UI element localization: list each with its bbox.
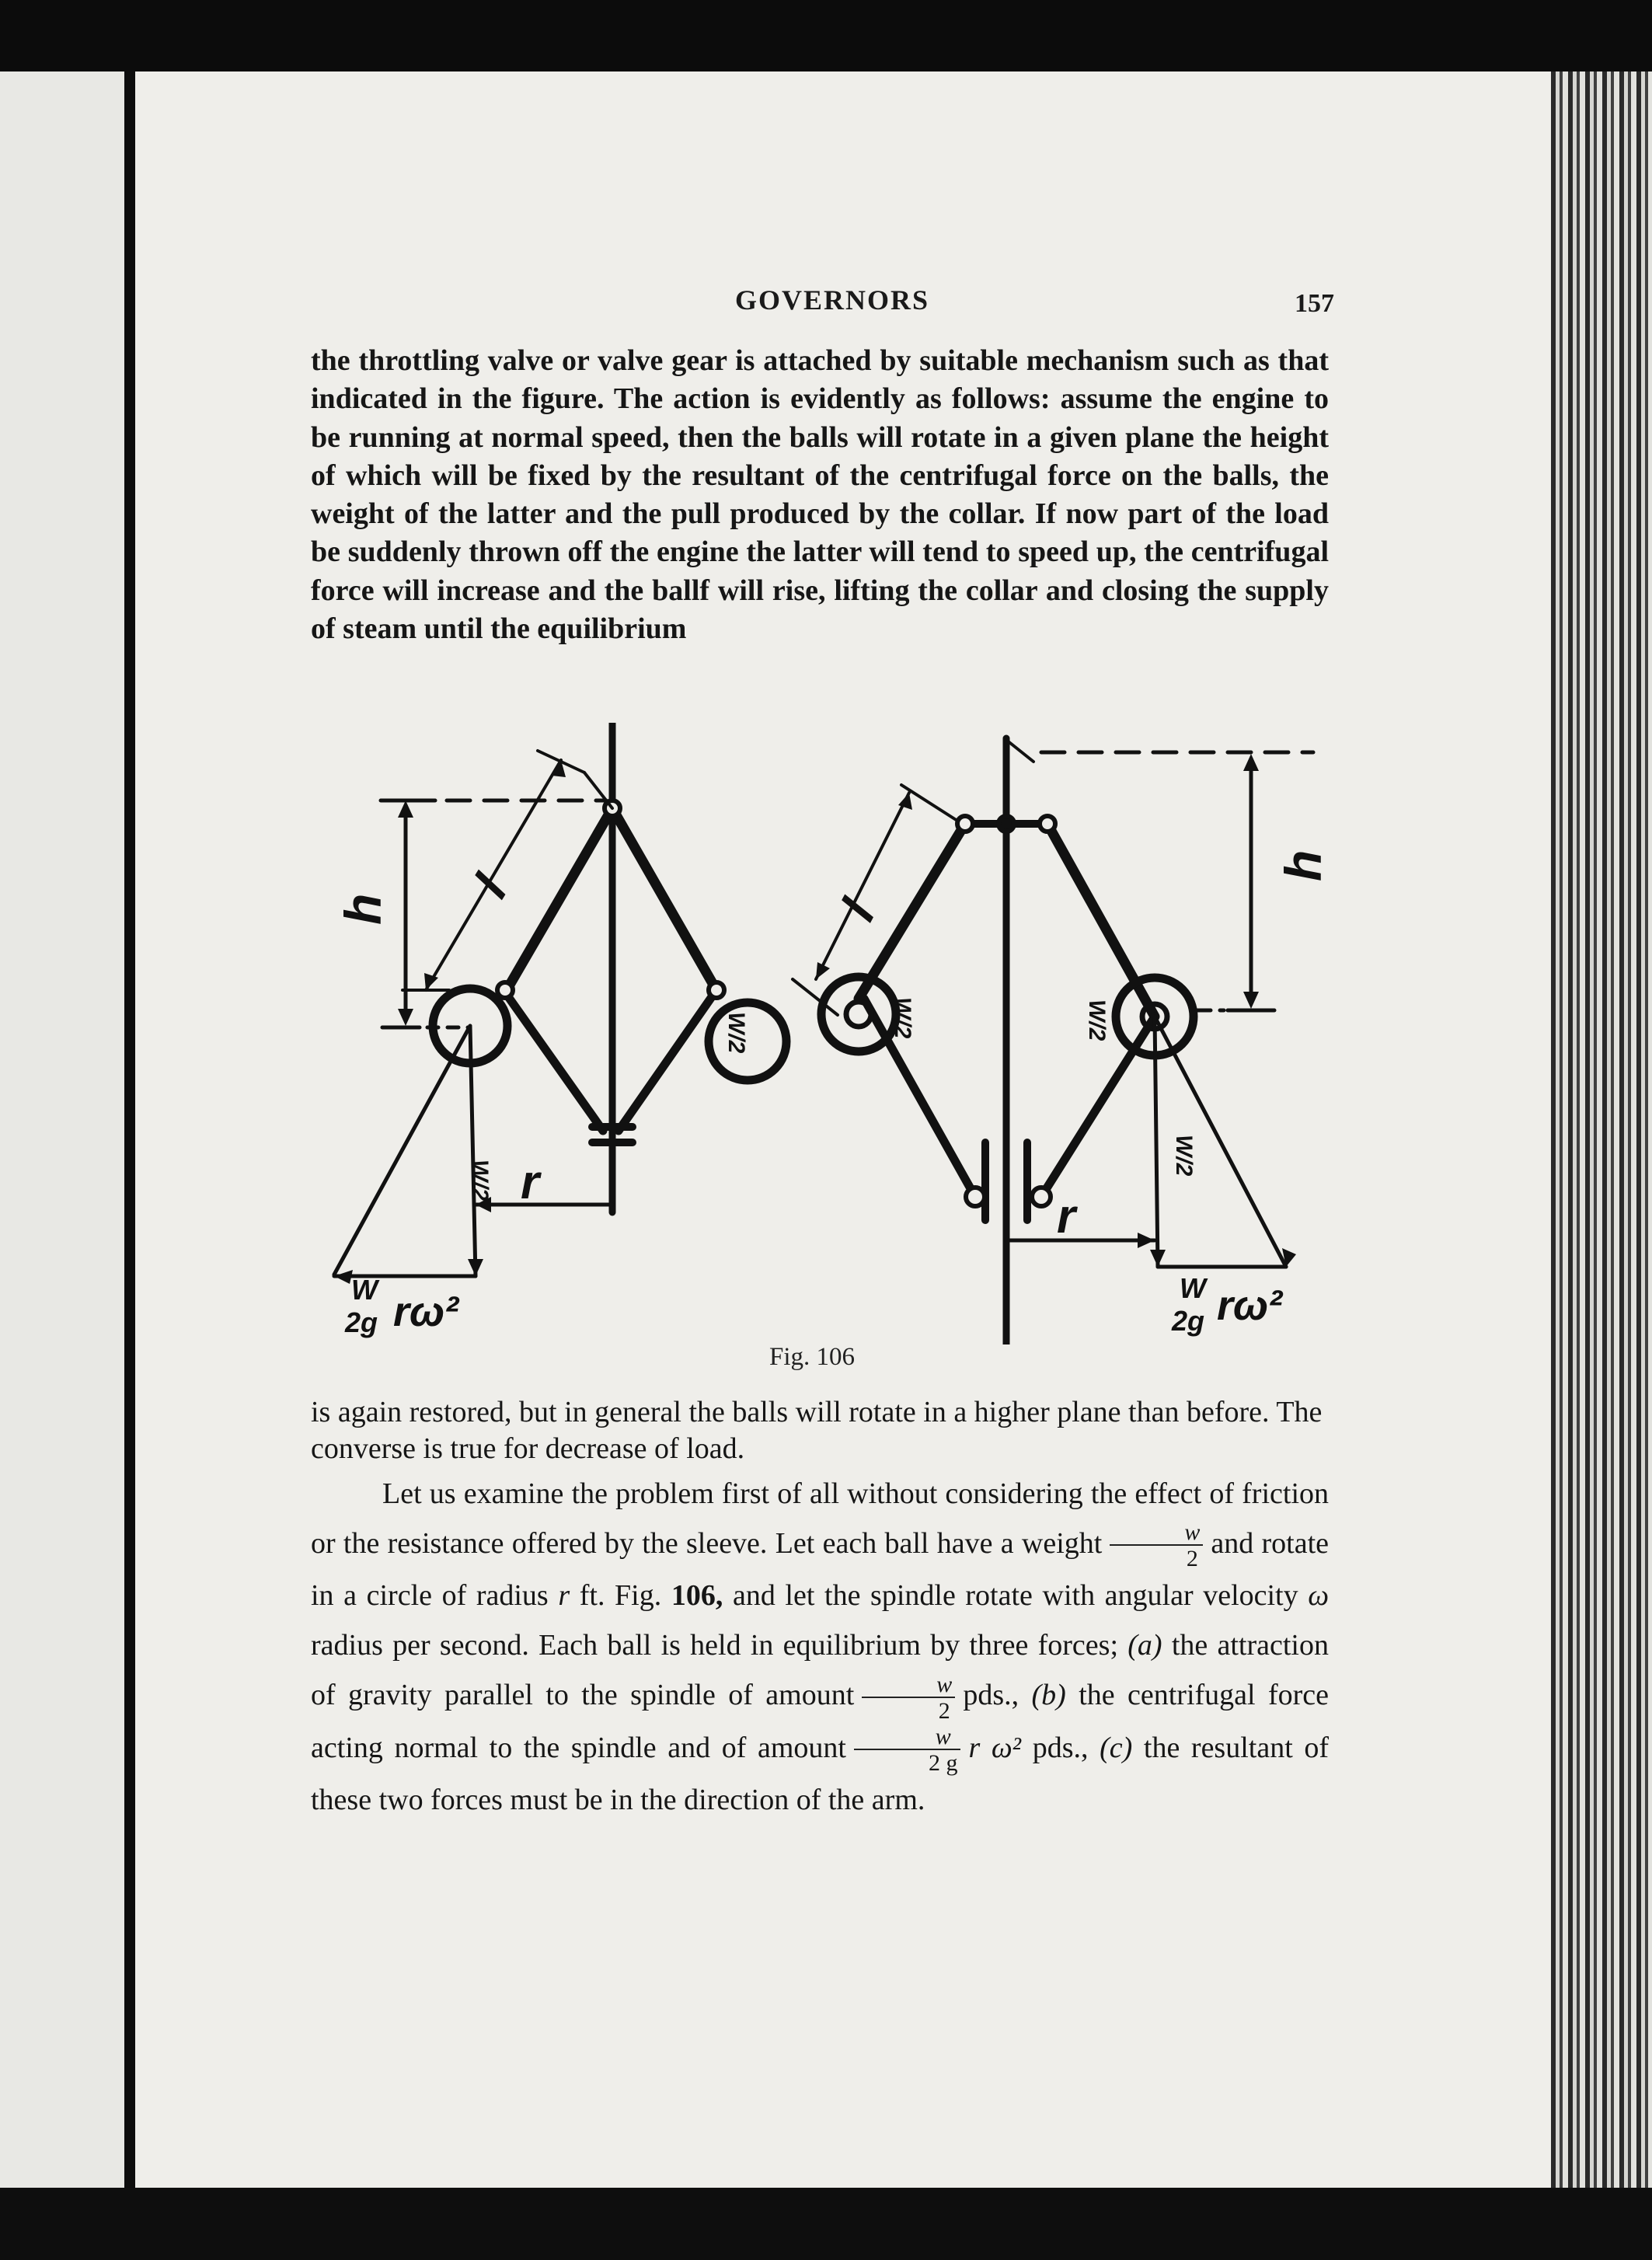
- right-pivot-right: [1040, 816, 1055, 832]
- right-pivot-center: [999, 816, 1014, 832]
- label-r-left: r: [521, 1156, 540, 1209]
- book-gutter: [124, 71, 135, 2188]
- label-w2-left-force: W/2: [467, 1160, 493, 1201]
- right-link-left: [864, 999, 975, 1197]
- right-ball-left: [821, 977, 896, 1052]
- label-a: (a): [1127, 1629, 1162, 1662]
- paragraph-2: is again restored, but in general the balls will rotate in a higher plane than before. The converse is true for decrease of load.: [311, 1396, 1323, 1465]
- label-centrifugal-left-num: W: [351, 1274, 378, 1306]
- label-r-right: r: [1057, 1190, 1076, 1243]
- label-l-left: l: [463, 865, 518, 907]
- scan-border-top: [0, 0, 1652, 71]
- fraction-w-over-2-second: [862, 1673, 955, 1723]
- p3-text-4: and let the spindle rotate with angular velocity: [732, 1579, 1298, 1613]
- right-link-right: [1041, 1017, 1155, 1197]
- label-c: (c): [1100, 1731, 1133, 1764]
- figure-caption: Fig. 106: [769, 1343, 856, 1371]
- label-centrifugal-left-den: 2g: [345, 1306, 378, 1338]
- fraction-denominator: 2: [1110, 1544, 1203, 1571]
- left-pivot-right: [709, 982, 724, 998]
- scan-border-bottom: [0, 2188, 1652, 2260]
- page-number: 157: [1295, 289, 1334, 318]
- left-arm-upper-right: [612, 808, 716, 990]
- running-head: GOVERNORS: [735, 284, 930, 316]
- label-w2-right-ball-left: W/2: [890, 997, 915, 1039]
- facing-page-edge: [0, 71, 124, 2188]
- fraction-numerator: w: [935, 1723, 951, 1749]
- governor-diagram: [311, 723, 1337, 1344]
- p3-text-10: the resultant of these two forces must be in the direction of the arm.: [311, 1731, 1330, 1816]
- p3-text-7: pds.,: [963, 1679, 1019, 1712]
- label-w2-left-ball: W/2: [723, 1012, 749, 1054]
- fraction-w-over-2: [1110, 1521, 1203, 1571]
- right-governor: [793, 738, 1313, 1344]
- p3-text-6: the attraction of gravity parallel to the spindle of amount: [311, 1629, 1329, 1712]
- p3-text-2: and rotate in a circle of radius: [311, 1527, 1329, 1613]
- label-h-left: h: [334, 893, 392, 925]
- label-w2-right-ball-right: W/2: [1084, 999, 1110, 1041]
- p3-text-5: radius per second. Each ball is held in equilibrium by three forces;: [311, 1629, 1119, 1662]
- p3-text-1: Let us examine the problem first of all without considering the effect of friction or the resistance offered by the sleeve. Let each ball have a weight: [311, 1477, 1329, 1560]
- label-l-right: l: [830, 890, 887, 929]
- label-centrifugal-right-num: W: [1180, 1272, 1206, 1304]
- paragraph-1: the throttling valve or valve gear is attached by suitable mechanism such as that indicated in the figure. The action is evidently as follows: assume the engine to be running at normal speed, then the balls will rotate in a given plane the height of which will be fixed by the resultant of the centrifugal force on the balls, the weight of the latter and the pull produced by the collar. If now part of the load be suddenly thrown off the engine the latter will tend to speed up, the centrifugal force will increase and the ballf will rise, lifting the collar and closing the supply of steam until the equilibrium: [311, 344, 1329, 646]
- fraction-denominator: 2: [862, 1697, 955, 1723]
- p3-text-8: the centrifugal force acting normal to the spindle and of amount: [311, 1679, 1330, 1764]
- left-governor: [334, 723, 786, 1276]
- fraction-numerator: w: [936, 1671, 953, 1697]
- fraction-numerator: w: [1184, 1519, 1201, 1546]
- left-link-right: [619, 990, 716, 1131]
- symbol-omega: ω: [1308, 1579, 1330, 1613]
- label-w2-right-force: W/2: [1171, 1135, 1197, 1177]
- p3-text-3: ft. Fig.: [579, 1579, 662, 1613]
- label-h-right: h: [1274, 849, 1332, 881]
- left-pivot-mid: [497, 982, 513, 998]
- symbol-r: r: [558, 1579, 570, 1613]
- label-centrifugal-right-den: 2g: [1172, 1305, 1205, 1337]
- right-ball-left-core: [846, 1002, 871, 1027]
- right-arm-right: [1047, 824, 1155, 1017]
- fraction-denominator: 2 g: [854, 1749, 961, 1775]
- left-arm-upper-left: [507, 808, 612, 990]
- p3-text-9: pds.,: [1032, 1731, 1089, 1764]
- page-stack-edge: [1551, 71, 1652, 2188]
- label-centrifugal-left-rest: rω²: [393, 1289, 459, 1335]
- label-b: (b): [1031, 1679, 1066, 1712]
- left-link-left: [504, 990, 603, 1131]
- right-pivot-left: [957, 816, 973, 832]
- paragraph-3: [311, 1469, 1329, 1825]
- label-centrifugal-right-rest: rω²: [1217, 1282, 1283, 1329]
- figure-reference: 106,: [671, 1579, 723, 1613]
- fraction-w-over-2g: [854, 1725, 961, 1775]
- symbol-r-omega-squared: r ω²: [968, 1731, 1022, 1764]
